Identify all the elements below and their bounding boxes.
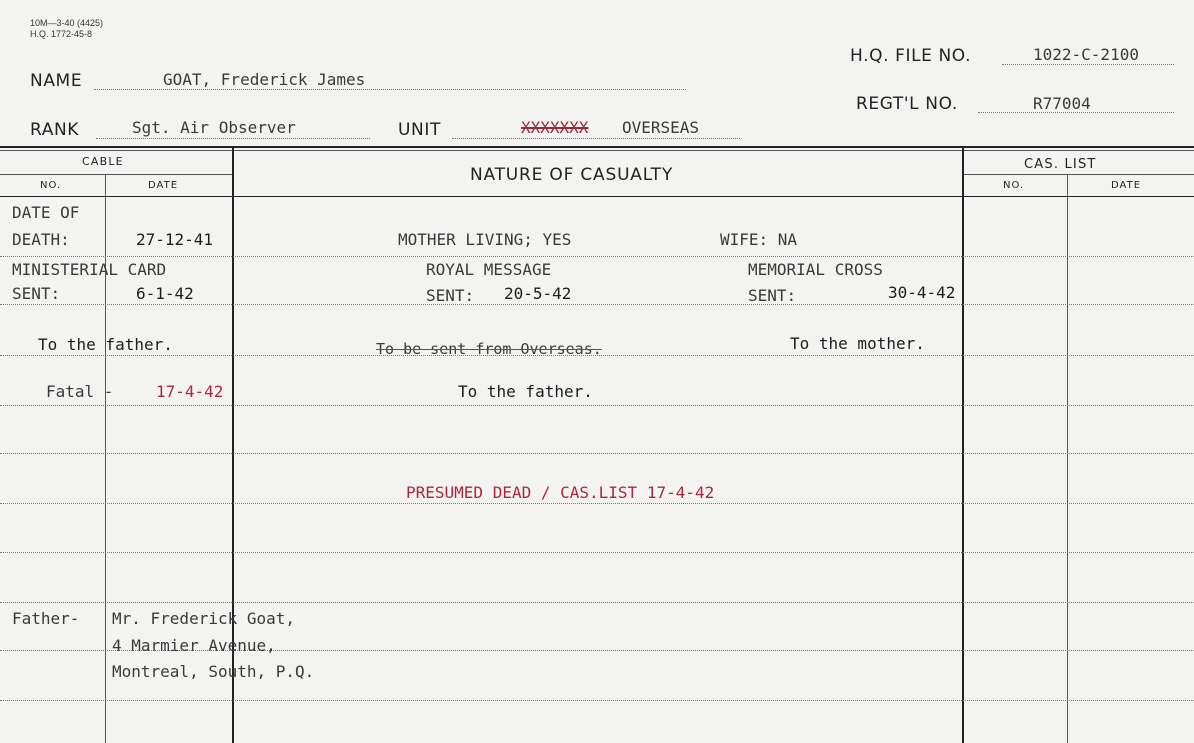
row-rule-4	[0, 405, 1194, 406]
row-rule-10	[0, 700, 1194, 701]
nature-header: NATURE OF CASUALTY	[470, 165, 674, 185]
regtl-label: REGT'L NO.	[856, 94, 958, 114]
struck-overseas-note: To be sent from Overseas.	[376, 340, 602, 358]
to-father-royal: To the father.	[458, 382, 593, 401]
unit-label: UNIT	[398, 120, 441, 140]
ministerial-sent-label: SENT:	[12, 284, 61, 303]
rank-label: RANK	[30, 120, 80, 140]
name-label: NAME	[30, 71, 83, 91]
table-top-rule	[0, 146, 1194, 148]
ministerial-card: MINISTERIAL CARD	[12, 260, 167, 279]
ministerial-sent-date: 6-1-42	[136, 284, 194, 303]
father-street: 4 Marmier Avenue,	[112, 636, 276, 655]
memorial-sent-label: SENT:	[748, 286, 797, 305]
col-divider-cas	[962, 146, 964, 743]
row-rule-7	[0, 552, 1194, 553]
death-label: DEATH:	[12, 230, 70, 249]
death-date: 27-12-41	[136, 230, 214, 249]
to-mother-memorial: To the mother.	[790, 334, 925, 353]
form-code-1: 10M—3-40 (4425)	[30, 18, 104, 28]
regtl-value: R77004	[1033, 94, 1091, 113]
fatal-date: 17-4-42	[156, 382, 224, 401]
cable-date-header: DATE	[148, 180, 179, 191]
header-bottom-mid	[234, 196, 962, 197]
cable-header: CABLE	[82, 155, 124, 168]
table-top-rule-inner	[0, 150, 1194, 151]
to-father-ministerial: To the father.	[38, 335, 173, 354]
presumed-dead-note: PRESUMED DEAD / CAS.LIST 17-4-42	[406, 483, 715, 502]
memorial-sent-date: 30-4-42	[888, 283, 956, 302]
row-rule-2	[0, 304, 1194, 305]
father-label: Father-	[12, 609, 80, 628]
row-rule-5	[0, 453, 1194, 454]
royal-message: ROYAL MESSAGE	[426, 260, 552, 279]
rank-dotline	[96, 138, 370, 139]
cas-no-header: NO.	[1003, 180, 1025, 191]
cable-sub-rule	[0, 174, 232, 175]
father-name: Mr. Frederick Goat,	[112, 609, 296, 628]
form-code-2: H.Q. 1772-45-8	[30, 29, 93, 39]
hq-file-label: H.Q. FILE NO.	[850, 46, 972, 66]
header-bottom-right	[964, 196, 1194, 197]
row-rule-8	[0, 602, 1194, 603]
royal-sent-label: SENT:	[426, 286, 475, 305]
cas-date-header: DATE	[1111, 180, 1142, 191]
row-rule-1	[0, 256, 1194, 257]
cas-list-header: CAS. LIST	[1024, 157, 1097, 172]
cable-no-header: NO.	[40, 180, 62, 191]
cas-sub-rule	[964, 174, 1194, 175]
date-of-label: DATE OF	[12, 203, 80, 222]
header-bottom-left	[0, 196, 232, 197]
unit-struck-text: XXXXXXX	[521, 118, 589, 137]
hq-file-dotline	[1002, 64, 1174, 65]
mother-living: MOTHER LIVING; YES	[398, 230, 572, 249]
unit-dotline	[452, 138, 740, 139]
hq-file-value: 1022-C-2100	[1033, 45, 1139, 64]
name-value: GOAT, Frederick James	[163, 70, 366, 89]
fatal-label: Fatal -	[46, 382, 114, 401]
wife-status: WIFE: NA	[720, 230, 798, 249]
row-rule-6	[0, 503, 1194, 504]
father-city: Montreal, South, P.Q.	[112, 662, 315, 681]
rank-value: Sgt. Air Observer	[132, 118, 296, 137]
col-divider-cas-no	[1067, 174, 1068, 743]
royal-sent-date: 20-5-42	[504, 284, 572, 303]
name-dotline	[94, 89, 686, 90]
memorial-cross: MEMORIAL CROSS	[748, 260, 883, 279]
unit-value: OVERSEAS	[622, 118, 700, 137]
